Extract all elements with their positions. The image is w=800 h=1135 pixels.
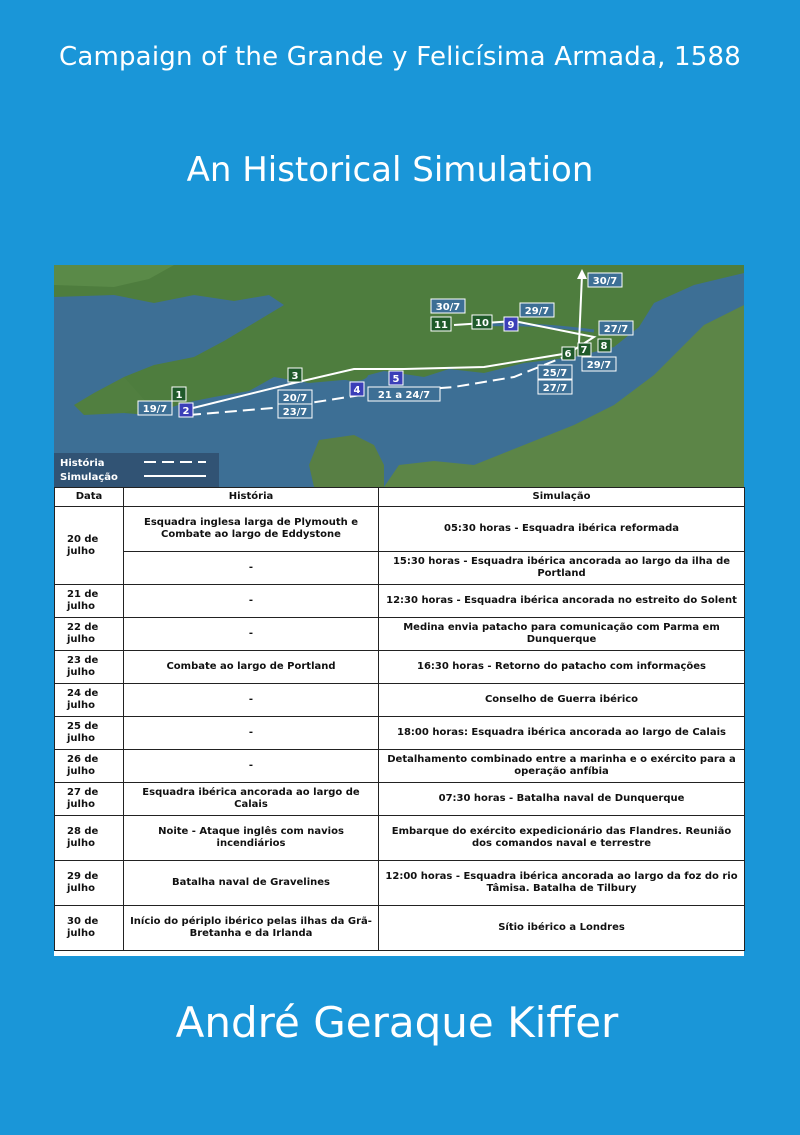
row-date: 21 de julho (55, 585, 124, 618)
row-date: 25 de julho (55, 717, 124, 750)
row-date: 27 de julho (55, 783, 124, 816)
date-25-7: 25/7 (542, 368, 568, 379)
cover-subtitle: An Historical Simulation (186, 150, 594, 190)
row-historia: - (124, 750, 379, 783)
marker-10: 10 (475, 318, 489, 329)
table-header-row (55, 488, 745, 507)
row-simulacao: 15:30 horas - Esquadra ibérica ancorada ao largo da ilha de Portland (379, 552, 745, 585)
row-simulacao: Sítio ibérico a Londres (379, 906, 745, 951)
row-historia: Esquadra ibérica ancorada ao largo de Calais (124, 783, 379, 816)
campaign-map (54, 265, 744, 487)
table-row (55, 651, 745, 684)
row-historia: - (124, 717, 379, 750)
date-27-7-b: 27/7 (603, 324, 629, 335)
table-row (55, 717, 745, 750)
table-row (55, 618, 745, 651)
row-simulacao: 18:00 horas: Esquadra ibérica ancorada ao largo de Calais (379, 717, 745, 750)
row-date: 29 de julho (55, 861, 124, 906)
table-row (55, 750, 745, 783)
row-simulacao: 05:30 horas - Esquadra ibérica reformada (379, 507, 745, 552)
table-row (55, 552, 745, 585)
marker-4: 4 (353, 385, 361, 396)
date-20-7: 20/7 (282, 393, 308, 404)
row-date: 28 de julho (55, 816, 124, 861)
marker-9: 9 (507, 320, 515, 331)
date-21-24-7: 21 a 24/7 (377, 390, 431, 401)
table-row (55, 861, 745, 906)
row-historia: Esquadra inglesa larga de Plymouth e Combate ao largo de Eddystone (124, 507, 379, 552)
row-simulacao: 16:30 horas - Retorno do patacho com informações (379, 651, 745, 684)
marker-5: 5 (392, 374, 400, 385)
marker-2: 2 (182, 406, 190, 417)
row-historia: Início do périplo ibérico pelas ilhas da Grã-Bretanha e da Irlanda (124, 906, 379, 951)
date-29-7-b: 29/7 (524, 306, 550, 317)
row-date: 24 de julho (55, 684, 124, 717)
marker-1: 1 (175, 390, 183, 401)
row-simulacao: 12:00 horas - Esquadra ibérica ancorada ao largo da foz do rio Tâmisa. Batalha de Tilbury (379, 861, 745, 906)
cover-author: André Geraque Kiffer (175, 998, 619, 1047)
table-row (55, 906, 745, 951)
map-legend (54, 453, 219, 487)
header-simulacao: Simulação (379, 488, 745, 507)
marker-7: 7 (580, 345, 588, 356)
table-row (55, 816, 745, 861)
row-historia: - (124, 684, 379, 717)
date-30-7-a: 30/7 (435, 302, 461, 313)
row-simulacao: Embarque do exército expedicionário das Flandres. Reunião dos comandos naval e terrestre (379, 816, 745, 861)
row-simulacao: Medina envia patacho para comunicação com Parma em Dunquerque (379, 618, 745, 651)
marker-11: 11 (434, 320, 448, 331)
row-simulacao: Detalhamento combinado entre a marinha e o exército para a operação anfíbia (379, 750, 745, 783)
table-row (55, 585, 745, 618)
legend-historia: História (60, 458, 105, 469)
row-date: 23 de julho (55, 651, 124, 684)
row-date: 30 de julho (55, 906, 124, 951)
legend-simulacao: Simulação (60, 472, 118, 483)
date-23-7: 23/7 (282, 407, 308, 418)
row-historia: - (124, 552, 379, 585)
table-row (55, 783, 745, 816)
timeline-table (54, 487, 745, 951)
row-date: 22 de julho (55, 618, 124, 651)
row-historia: - (124, 618, 379, 651)
table-row (55, 507, 745, 552)
map-graphic (54, 265, 744, 487)
row-historia: Combate ao largo de Portland (124, 651, 379, 684)
date-27-7-a: 27/7 (542, 383, 568, 394)
marker-3: 3 (291, 371, 299, 382)
date-29-7-a: 29/7 (586, 360, 612, 371)
date-30-7-b: 30/7 (592, 276, 618, 287)
cover-figure (54, 265, 744, 956)
date-19-7: 19/7 (142, 404, 168, 415)
marker-6: 6 (564, 349, 572, 360)
row-simulacao: 12:30 horas - Esquadra ibérica ancorada no estreito do Solent (379, 585, 745, 618)
row-historia: - (124, 585, 379, 618)
cover-title: Campaign of the Grande y Felicísima Armada, 1588 (58, 42, 742, 72)
row-date: 20 de julho (55, 507, 124, 585)
row-date: 26 de julho (55, 750, 124, 783)
table-row (55, 684, 745, 717)
marker-8: 8 (600, 341, 608, 352)
row-historia: Batalha naval de Gravelines (124, 861, 379, 906)
header-historia: História (124, 488, 379, 507)
row-historia: Noite - Ataque inglês com navios incendiários (124, 816, 379, 861)
header-data: Data (55, 488, 124, 507)
row-simulacao: 07:30 horas - Batalha naval de Dunquerque (379, 783, 745, 816)
row-simulacao: Conselho de Guerra ibérico (379, 684, 745, 717)
